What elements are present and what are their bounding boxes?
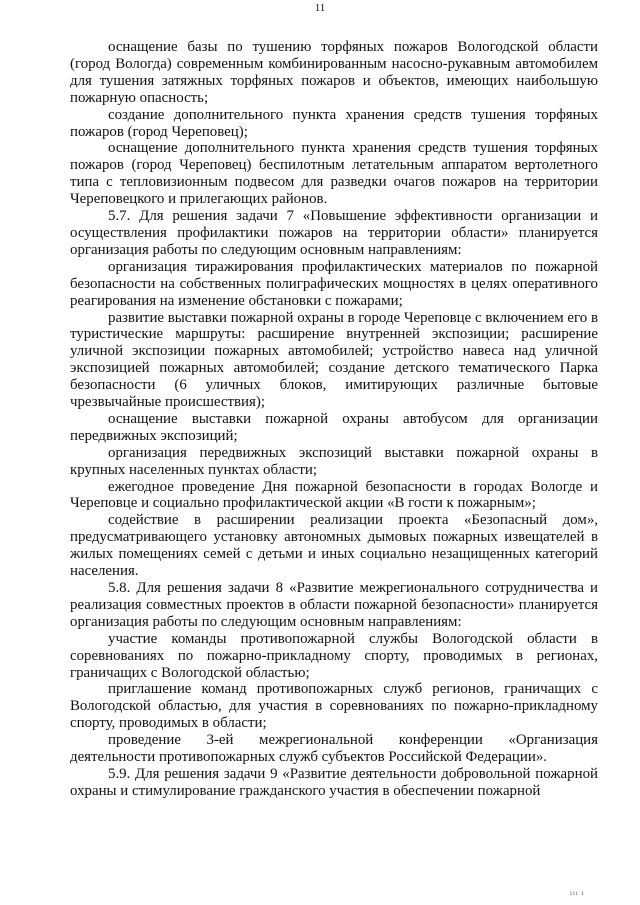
paragraph: организация передвижных экспозиций выставки пожарной охраны в крупных населенных пунктах области;: [70, 444, 598, 478]
paragraph: 5.8. Для решения задачи 8 «Развитие межрегионального сотрудничества и реализация совместных проектов в области пожарной безопасности» планируется организация работы по следующим основным направлениям:: [70, 580, 598, 630]
body-text: [70, 39, 598, 800]
paragraph: оснащение базы по тушению торфяных пожаров Вологодской области (город Вологда) современным комбинированным насосно-рукавным автомобилем для тушения затяжных торфяных пожаров и объектов, имеющих наибольшую пожарную опасность;: [70, 39, 598, 106]
paragraph: 5.7. Для решения задачи 7 «Повышение эффективности организации и осуществления профилактики пожаров на территории области» планируется организация работы по следующим основным направлениям:: [70, 208, 598, 258]
paragraph: участие команды противопожарной службы Вологодской области в соревнованиях по пожарно-прикладному спорту, проводимых в регионах, граничащих с Вологодской областью;: [70, 630, 598, 681]
paragraph: оснащение выставки пожарной охраны автобусом для организации передвижных экспозиций;: [70, 410, 598, 444]
page-number: 11: [314, 2, 326, 14]
paragraph: создание дополнительного пункта хранения средств тушения торфяных пожаров (город Череповец);: [70, 106, 598, 140]
paragraph: организация тиражирования профилактических материалов по пожарной безопасности на собственных полиграфических мощностях в целях оперативного реагирования на изменение обстановки с пожарами;: [70, 258, 598, 309]
paragraph: развитие выставки пожарной охраны в городе Череповце с включением его в туристические маршруты: расширение внутренней экспозиции; расширение уличной экспозиции пожарных автомобилей; устройство навеса над уличной экспозицией пожарных автомобилей; создание детского тематического Парка безопасности (6 уличных блоков, имитирующих различные бытовые чрезвычайные происшествия);: [70, 309, 598, 411]
paragraph: ежегодное проведение Дня пожарной безопасности в городах Вологде и Череповце и социально профилактической акции «В гости к пожарным»;: [70, 478, 598, 512]
paragraph: проведение 3-ей межрегиональной конференции «Организация деятельности противопожарных служб субъектов Российской Федерации».: [70, 732, 598, 766]
paragraph: оснащение дополнительного пункта хранения средств тушения торфяных пожаров (город Череповец) беспилотным летательным аппаратом вертолетного типа с тепловизионным подвесом для разведки очагов пожаров на территории Череповецкого и прилегающих районов.: [70, 140, 598, 208]
paragraph: приглашение команд противопожарных служб регионов, граничащих с Вологодской областью, для участия в соревнованиях по пожарно-прикладному спорту, проводимых в области;: [70, 681, 598, 732]
footer-mark: ııı ı: [570, 889, 585, 897]
paragraph: содействие в расширении реализации проекта «Безопасный дом», предусматривающего установку автономных дымовых пожарных извещателей в жилых помещениях семей с детьми и иных социально незащищенных категорий населения.: [70, 512, 598, 580]
paragraph: 5.9. Для решения задачи 9 «Развитие деятельности добровольной пожарной охраны и стимулирование гражданского участия в обеспечении пожарной: [70, 765, 598, 799]
